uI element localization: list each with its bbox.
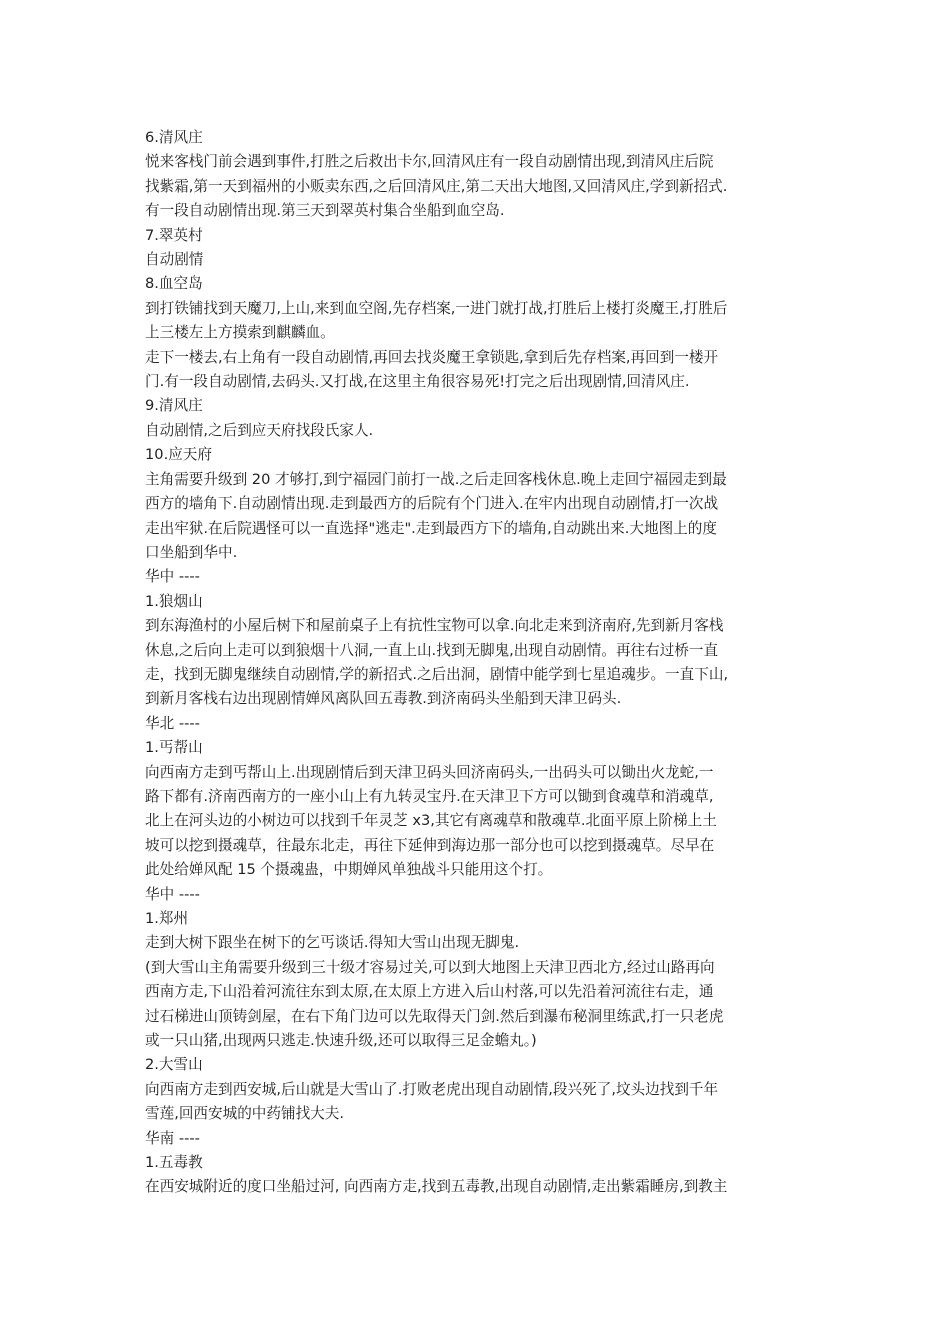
text-line: 到打铁铺找到天魔刀,上山,来到血空阁,先存档案,一进门就打战,打胜后上楼打炎魔王,打胜后: [145, 299, 728, 317]
text-line: 雪莲,回西安城的中药铺找大夫.: [145, 1105, 344, 1123]
document-body: [145, 126, 815, 1200]
text-line: 坡可以挖到摄魂草，往最东北走，再往下延伸到海边那一部分也可以挖到摄魂草。尽早在: [145, 836, 715, 854]
text-line: (到大雪山主角需要升级到三十级才容易过关,可以到大地图上天津卫西北方,经过山路再向: [145, 958, 715, 976]
text-line: 华北 ----: [145, 714, 200, 732]
text-line: 走到大树下跟坐在树下的乞丐谈话.得知大雪山出现无脚鬼.: [145, 934, 520, 952]
text-line: 向西南方走到西安城,后山就是大雪山了.打败老虎出现自动剧情,段兴死了,坟头边找到千年: [145, 1080, 719, 1098]
text-line: 到东海渔村的小屋后树下和屋前桌子上有抗性宝物可以拿.向北走来到济南府,先到新月客栈: [145, 617, 724, 635]
text-line: 华中 ----: [145, 568, 200, 586]
text-line: 路下都有.济南西南方的一座小山上有九转灵宝丹.在天津卫下方可以锄到食魂草和消魂草,: [145, 787, 714, 805]
text-line: 华南 ----: [145, 1129, 200, 1147]
text-line: 到新月客栈右边出现剧情婵风离队回五毒教.到济南码头坐船到天津卫码头.: [145, 690, 622, 708]
text-line: 6.清风庄: [145, 129, 203, 146]
text-line: 走，找到无脚鬼继续自动剧情,学的新招式.之后出洞，剧情中能学到七星追魂步。一直下山,: [145, 665, 729, 683]
text-line: 走下一楼去,右上角有一段自动剧情,再回去找炎魔王拿锁匙,拿到后先存档案,再回到一楼开: [145, 348, 719, 366]
text-line: 1.郑州: [145, 910, 189, 927]
text-line: 门.有一段自动剧情,去码头.又打战,在这里主角很容易死!打完之后出现剧情,回清风庄.: [145, 373, 690, 391]
text-line: 口坐船到华中.: [145, 543, 238, 561]
text-line: 或一只山猪,出现两只逃走.快速升级,还可以取得三足金蟾丸。): [145, 1032, 537, 1050]
text-line: 主角需要升级到 20 才够打,到宁福园门前打一战.之后走回客栈休息.晚上走回宁福园走到最: [145, 470, 727, 488]
text-line: 过石梯进山顶铸剑屋，在右下角门边可以先取得天门剑.然后到瀑布秘洞里练武,打一只老虎: [145, 1007, 724, 1025]
text-line: 10.应天府: [145, 446, 212, 464]
text-line: 西方的墙角下.自动剧情出现.走到最西方的后院有个门进入.在牢内出现自动剧情,打一次战: [145, 495, 719, 513]
text-line: 自动剧情: [145, 251, 204, 269]
text-line: 1.狼烟山: [145, 592, 203, 610]
text-line: 在西安城附近的度口坐船过河, 向西南方走,找到五毒教,出现自动剧情,走出紫霜睡房,到教主: [145, 1178, 728, 1196]
text-line: 找紫霜,第一天到福州的小贩卖东西,之后回清风庄,第二天出大地图,又回清风庄,学到新招式.: [145, 177, 728, 195]
text-line: 上三楼左上方摸索到麒麟血。: [145, 324, 335, 342]
text-line: 自动剧情,之后到应天府找段氏家人.: [145, 421, 374, 439]
text-line: 走出牢狱.在后院遇怪可以一直选择"逃走".走到最西方下的墙角,自动跳出来.大地图上的度: [145, 519, 717, 537]
text-line: 此处给婵风配 15 个摄魂蛊，中期婵风单独战斗只能用这个打。: [145, 861, 553, 879]
text-line: 2.大雪山: [145, 1056, 203, 1074]
text-line: 北上在河头边的小树边可以找到千年灵芝 x3,其它有离魂草和散魂草.北面平原上阶梯上土: [145, 812, 717, 830]
text-line: 华中 ----: [145, 885, 200, 903]
text-line: 1.丐帮山: [145, 739, 203, 757]
text-line: 8.血空岛: [145, 275, 203, 293]
text-line: 休息,之后向上走可以到狼烟十八洞,一直上山.找到无脚鬼,出现自动剧情。再往右过桥一直: [145, 641, 719, 659]
text-line: 9.清风庄: [145, 397, 203, 415]
text-line: 有一段自动剧情出现.第三天到翠英村集合坐船到血空岛.: [145, 202, 505, 220]
text-line: 1.五毒教: [145, 1154, 203, 1172]
text-line: 西南方走,下山沿着河流往东到太原,在太原上方进入后山村落,可以先沿着河流往右走，通: [145, 983, 714, 1001]
text-line: 悦来客栈门前会遇到事件,打胜之后救出卡尔,回清风庄有一段自动剧情出现,到清风庄后院: [145, 153, 714, 171]
text-line: 向西南方走到丐帮山上.出现剧情后到天津卫码头回济南码头,一出码头可以锄出火龙蛇,一: [145, 763, 714, 781]
text-line: 7.翠英村: [145, 226, 203, 244]
